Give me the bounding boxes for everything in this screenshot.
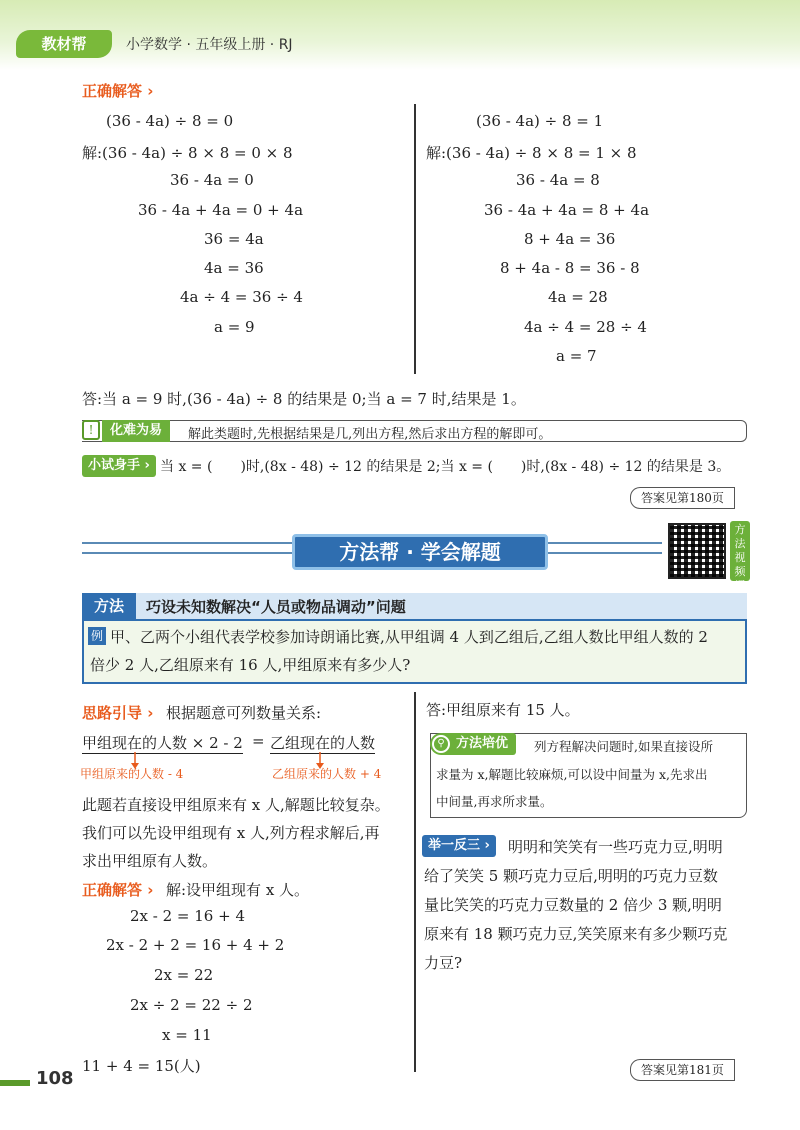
column-divider bbox=[414, 692, 416, 1072]
left-step: 36 - 4a + 4a = 0 + 4a bbox=[138, 201, 304, 219]
method-tag: 方法 bbox=[82, 593, 136, 619]
page-header bbox=[0, 0, 800, 70]
brand-logo: 教材帮 bbox=[16, 30, 112, 58]
right-step: 4a = 28 bbox=[548, 288, 608, 306]
note-right: 乙组原来的人数 + 4 bbox=[272, 767, 382, 781]
method-tip-tag: 方法培优 bbox=[430, 733, 516, 755]
page-number: 108 bbox=[36, 1068, 74, 1089]
explanation-line: 求出甲组原有人数。 bbox=[82, 852, 218, 870]
right-step: 8 + 4a = 36 bbox=[524, 230, 616, 248]
method-tip-text: 列方程解决问题时,如果直接设所 bbox=[534, 739, 713, 754]
practice-tag: 举一反三 › bbox=[422, 835, 496, 857]
try-tag: 小试身手 › bbox=[82, 455, 156, 477]
idea-text: 根据题意可列数量关系: bbox=[166, 704, 322, 722]
method-tip-text: 求量为 x,解题比较麻烦,可以设中间量为 x,先求出 bbox=[436, 767, 708, 782]
try-text: 当 x = ( )时,(8x - 48) ÷ 12 的结果是 2;当 x = ( )时,(8x - 48) ÷ 12 的结果是 3。 bbox=[160, 459, 731, 475]
tip-text: 解此类题时,先根据结果是几,列出方程,然后求出方程的解即可。 bbox=[188, 427, 552, 442]
tip-tag: 化难为易 bbox=[102, 420, 170, 442]
right-step: 解:(36 - 4a) ÷ 8 × 8 = 1 × 8 bbox=[426, 144, 637, 162]
relation-equals: = bbox=[252, 732, 265, 750]
right-step: 4a ÷ 4 = 28 ÷ 4 bbox=[524, 318, 647, 336]
practice-text: 给了笑笑 5 颗巧克力豆后,明明的巧克力豆数 bbox=[424, 867, 718, 885]
book-title: 小学数学 · 五年级上册 · RJ bbox=[126, 37, 293, 53]
qr-code-icon[interactable] bbox=[668, 523, 726, 579]
left-step: 36 - 4a = 0 bbox=[170, 171, 254, 189]
relation-right: 乙组现在的人数 bbox=[270, 734, 376, 752]
example-text: 倍少 2 人,乙组原来有 16 人,甲组原来有多少人? bbox=[90, 656, 411, 674]
left-step: a = 9 bbox=[214, 318, 255, 336]
left-step: (36 - 4a) ÷ 8 = 0 bbox=[106, 112, 234, 130]
method-tip-text: 中间量,再求所求量。 bbox=[436, 794, 553, 809]
left-step: 4a = 36 bbox=[204, 259, 264, 277]
solution-step: 11 + 4 = 15(人) bbox=[82, 1057, 201, 1075]
note-left: 甲组原来的人数 - 4 bbox=[80, 767, 184, 781]
right-step: (36 - 4a) ÷ 8 = 1 bbox=[476, 112, 604, 130]
practice-text: 原来有 18 颗巧克力豆,笑笑原来有多少颗巧克 bbox=[424, 925, 728, 943]
practice-text: 力豆? bbox=[424, 954, 463, 972]
example-answer: 答:甲组原来有 15 人。 bbox=[426, 701, 580, 719]
right-step: 36 - 4a = 8 bbox=[516, 171, 600, 189]
practice-text: 明明和笑笑有一些巧克力豆,明明 bbox=[508, 838, 723, 856]
relation-left: 甲组现在的人数 × 2 - 2 bbox=[82, 734, 243, 752]
info-icon: ! bbox=[82, 420, 100, 440]
solution-step: x = 11 bbox=[162, 1026, 212, 1044]
solution-step: 2x ÷ 2 = 22 ÷ 2 bbox=[130, 996, 253, 1014]
answer-reference: 答案见第181页 bbox=[630, 1059, 735, 1081]
answer-reference: 答案见第180页 bbox=[630, 487, 735, 509]
example-icon: 例 bbox=[88, 627, 106, 645]
solution-step: 2x = 22 bbox=[154, 966, 214, 984]
left-step: 36 = 4a bbox=[204, 230, 264, 248]
practice-text: 量比笑笑的巧克力豆数量的 2 倍少 3 颗,明明 bbox=[424, 896, 722, 914]
idea-label: 思路引导 › bbox=[82, 704, 154, 722]
column-divider bbox=[414, 104, 416, 374]
explanation-line: 我们可以先设甲组现有 x 人,列方程求解后,再 bbox=[82, 824, 380, 842]
solution-step: 2x - 2 + 2 = 16 + 4 + 2 bbox=[106, 936, 285, 954]
left-step: 解:(36 - 4a) ÷ 8 × 8 = 0 × 8 bbox=[82, 144, 293, 162]
solution-step: 2x - 2 = 16 + 4 bbox=[130, 907, 245, 925]
section-banner: 方法帮 · 学会解题 bbox=[292, 534, 548, 570]
left-step: 4a ÷ 4 = 36 ÷ 4 bbox=[180, 288, 303, 306]
video-lesson-tag: 方法视频课 bbox=[730, 521, 750, 581]
correct-answer-label: 正确解答 › bbox=[82, 82, 154, 100]
correct-answer-label: 正确解答 › bbox=[82, 881, 154, 899]
solution-intro: 解:设甲组现有 x 人。 bbox=[166, 881, 310, 899]
magnifier-icon: ⚲ bbox=[432, 735, 450, 753]
explanation-line: 此题若直接设甲组原来有 x 人,解题比较复杂。 bbox=[82, 796, 390, 814]
example-text: 甲、乙两个小组代表学校参加诗朗诵比赛,从甲组调 4 人到乙组后,乙组人数比甲组人数的 2 bbox=[110, 628, 708, 646]
page-number-bar bbox=[0, 1080, 30, 1086]
top-answer: 答:当 a = 9 时,(36 - 4a) ÷ 8 的结果是 0;当 a = 7 时,结果是 1。 bbox=[82, 390, 526, 408]
right-step: a = 7 bbox=[556, 347, 597, 365]
right-step: 36 - 4a + 4a = 8 + 4a bbox=[484, 201, 650, 219]
right-step: 8 + 4a - 8 = 36 - 8 bbox=[500, 259, 640, 277]
method-title: 巧设未知数解决“人员或物品调动”问题 bbox=[146, 598, 406, 616]
